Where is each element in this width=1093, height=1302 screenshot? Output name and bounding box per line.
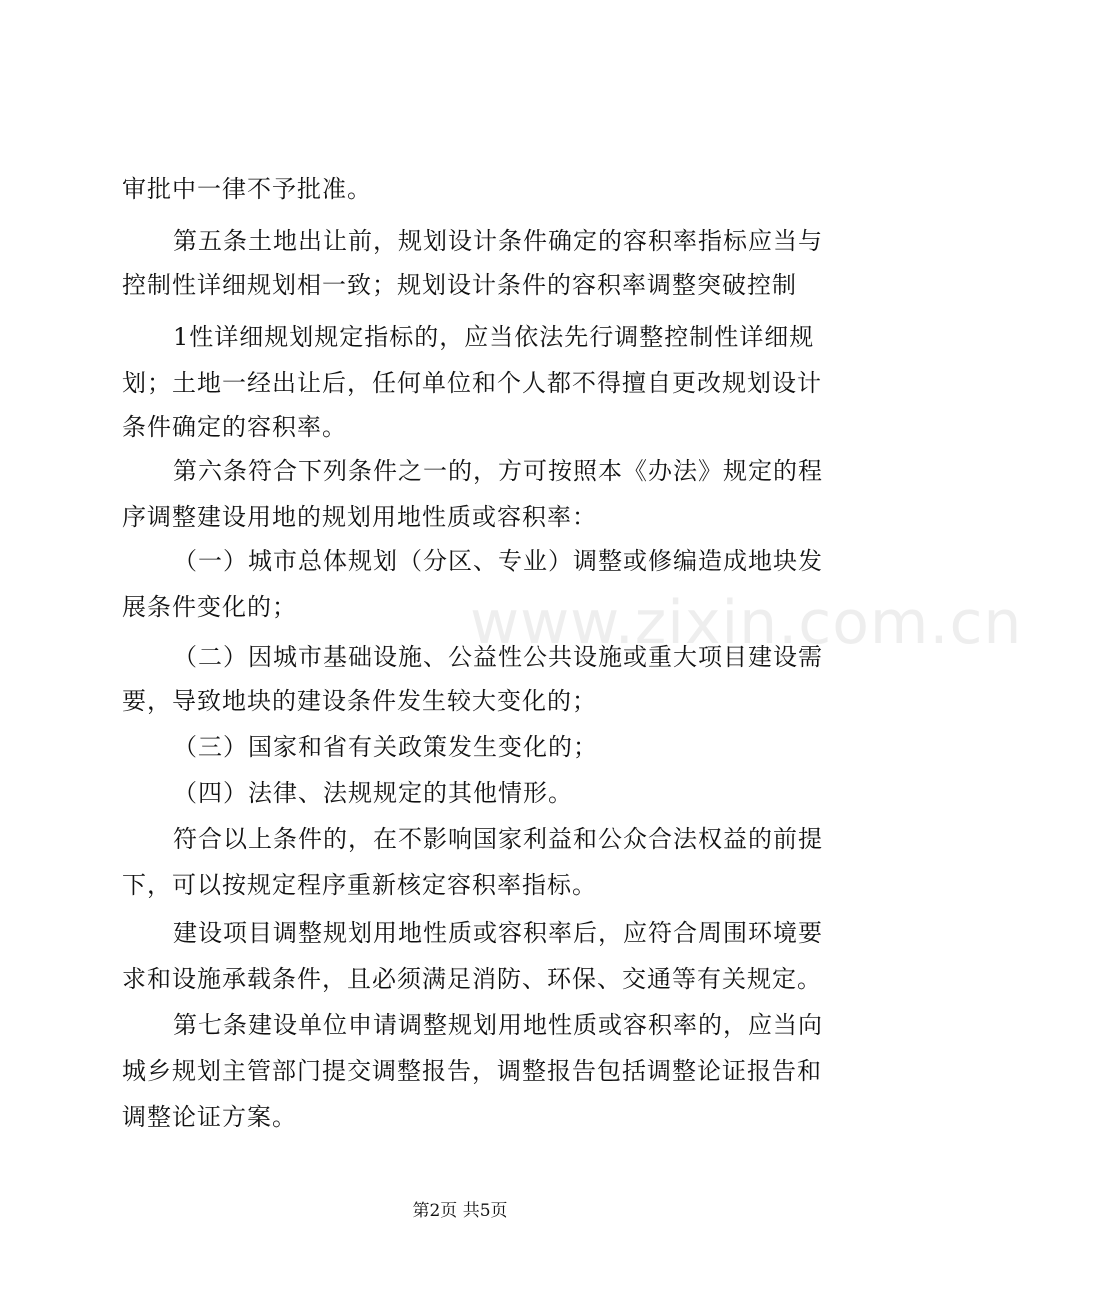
- text-line: （三）国家和省有关政策发生变化的；: [173, 733, 598, 761]
- text-line: 第六条符合下列条件之一的，方可按照本《办法》规定的程: [173, 457, 823, 485]
- text-line: 控制性详细规划相一致；规划设计条件的容积率调整突破控制: [122, 271, 797, 299]
- text-line: 条件确定的容积率。: [122, 413, 347, 441]
- text-line: （四）法律、法规规定的其他情形。: [173, 779, 573, 807]
- text-line: 第五条土地出让前，规划设计条件确定的容积率指标应当与: [173, 227, 823, 255]
- text-line: 第七条建设单位申请调整规划用地性质或容积率的，应当向: [173, 1011, 823, 1039]
- text-line: 求和设施承载条件，且必须满足消防、环保、交通等有关规定。: [122, 965, 822, 993]
- text-line: 审批中一律不予批准。: [122, 175, 372, 203]
- text-line: 1性详细规划规定指标的，应当依法先行调整控制性详细规: [173, 323, 815, 351]
- text-line: （二）因城市基础设施、公益性公共设施或重大项目建设需: [173, 643, 823, 671]
- text-line: 下，可以按规定程序重新核定容积率指标。: [122, 871, 597, 899]
- text-line: （一）城市总体规划（分区、专业）调整或修编造成地块发: [173, 547, 823, 575]
- page-number-footer: 第2页 共5页: [412, 1201, 508, 1221]
- text-line: 序调整建设用地的规划用地性质或容积率：: [122, 503, 597, 531]
- watermark: www.zixin.com.cn: [470, 588, 1023, 658]
- text-line: 建设项目调整规划用地性质或容积率后，应符合周围环境要: [173, 919, 823, 947]
- text-line: 城乡规划主管部门提交调整报告，调整报告包括调整论证报告和: [122, 1057, 822, 1085]
- text-line: 展条件变化的；: [122, 593, 297, 621]
- text-line: 划；土地一经出让后，任何单位和个人都不得擅自更改规划设计: [122, 369, 822, 397]
- text-line: 符合以上条件的，在不影响国家利益和公众合法权益的前提: [173, 825, 823, 853]
- text-line: 调整论证方案。: [122, 1103, 297, 1131]
- text-line: 要，导致地块的建设条件发生较大变化的；: [122, 687, 597, 715]
